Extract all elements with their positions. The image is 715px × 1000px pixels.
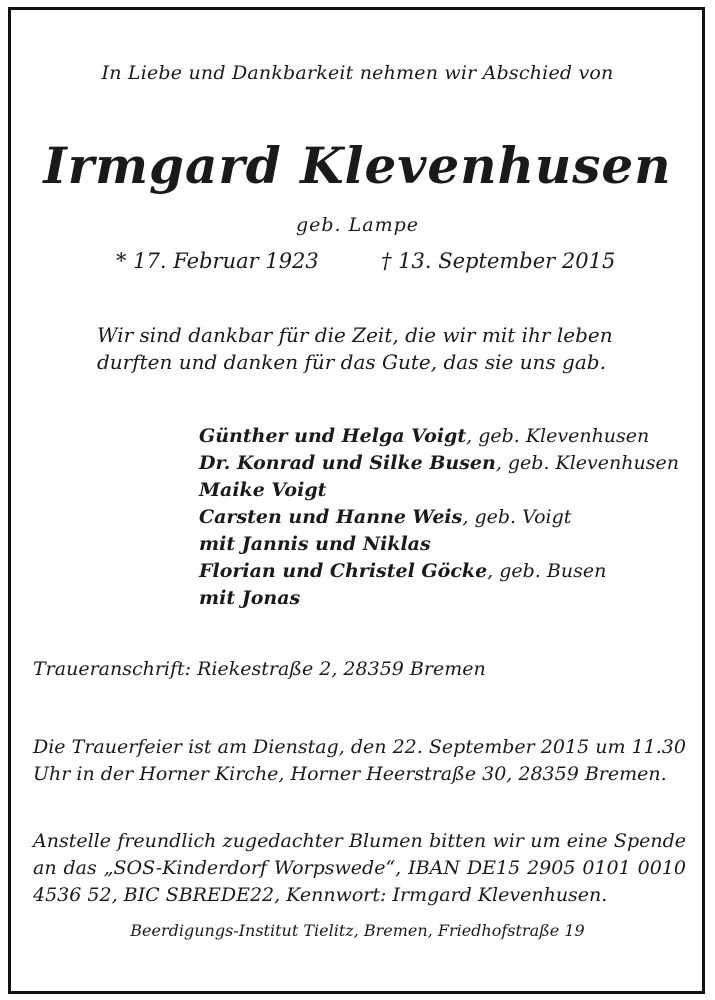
mourner-name: mit Jonas (199, 587, 301, 609)
mourner-name: Dr. Konrad und Silke Busen (199, 452, 496, 474)
mourner-line (199, 558, 679, 585)
ceremony-info: Die Trauerfeier ist am Dienstag, den 22. September 2015 um 11.30 Uhr in der Horner Kirche, Horner Heerstraße 30, 28359 Bremen. (33, 736, 686, 785)
quote-line: Wir sind dankbar für die Zeit, die wir mit ihr leben (97, 323, 613, 347)
mourner-line (199, 450, 679, 477)
intro-line: In Liebe und Dankbarkeit nehmen wir Abschied von (101, 62, 614, 84)
mourner-name: Maike Voigt (199, 479, 327, 501)
undertaker-line: Beerdigungs-Institut Tielitz, Bremen, Friedhofstraße 19 (130, 921, 585, 940)
mourner-name: mit Jannis und Niklas (199, 533, 431, 555)
mourner-line (199, 585, 679, 612)
quote-line: durften und danken für das Gute, das sie uns gab. (97, 350, 606, 374)
mourner-suffix: , geb. Klevenhusen (466, 425, 650, 447)
death-date: † 13. September 2015 (381, 249, 616, 273)
mourner-line (199, 423, 679, 450)
mourner-suffix: , geb. Voigt (462, 506, 572, 528)
mourner-suffix: , geb. Busen (487, 560, 607, 582)
mourner-name: Florian und Christel Göcke (199, 560, 488, 582)
deceased-name: Irmgard Klevenhusen (43, 136, 672, 195)
mourning-address: Traueranschrift: Riekestraße 2, 28359 Bremen (33, 658, 486, 680)
donation-info: Anstelle freundlich zugedachter Blumen bitten wir um eine Spende an das „SOS-Kinderdorf Worpswede“, IBAN DE15 2905 0101 0010 4536 52, BIC SBREDE22, Kennwort: Irmgard Klevenhusen. (33, 830, 686, 906)
birth-date: * 17. Februar 1923 (116, 249, 319, 273)
mourner-suffix: , geb. Klevenhusen (495, 452, 679, 474)
mourner-line (199, 504, 679, 531)
mourner-name: Günther und Helga Voigt (199, 425, 467, 447)
mourner-name: Carsten und Hanne Weis (199, 506, 463, 528)
quote (97, 322, 613, 376)
mourner-line (199, 531, 679, 558)
maiden-name: geb. Lampe (295, 214, 420, 236)
mourners-list (199, 423, 679, 612)
mourner-line (199, 477, 679, 504)
